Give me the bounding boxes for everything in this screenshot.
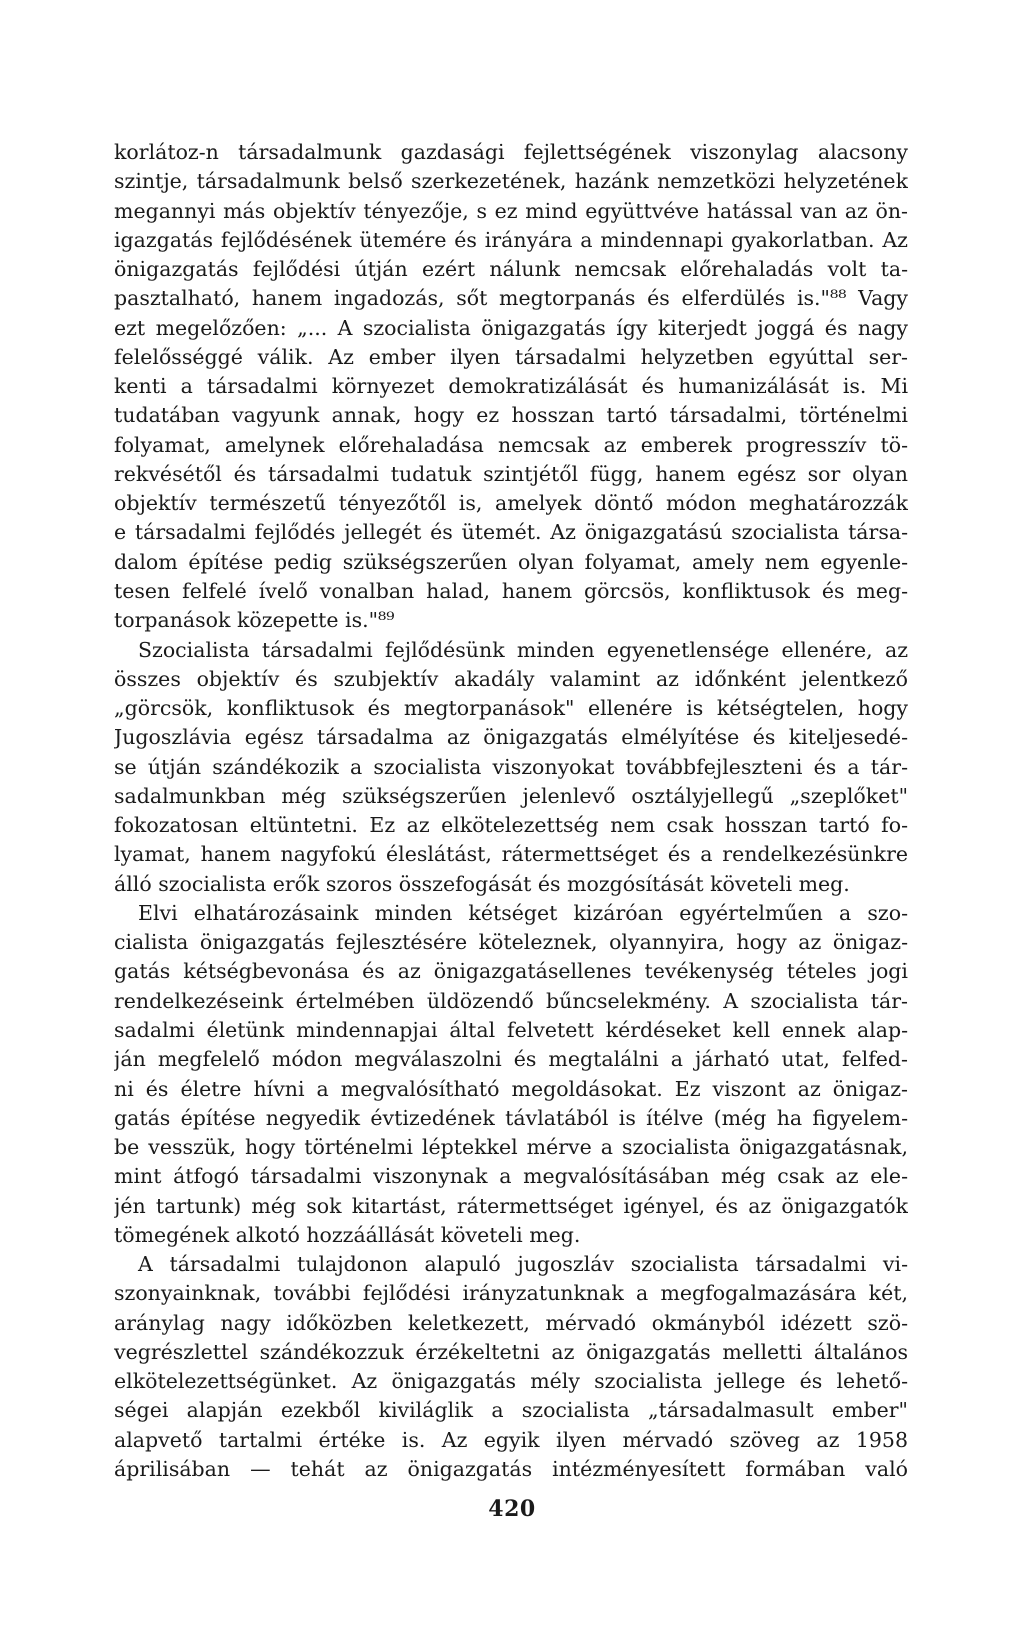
text-line: Szocialista társadalmi fejlődésünk minden egyenetlensége ellenére, az	[138, 637, 908, 662]
text-line: e társadalmi fejlődés jellegét és ütemét. Az önigazgatású szocialista társa-	[114, 520, 908, 545]
text-line: tesen felfelé ívelő vonalban halad, hanem görcsös, konfliktusok és meg-	[114, 578, 908, 603]
text-line: ján megfelelő módon megválaszolni és megtalálni a járható utat, felfed-	[114, 1047, 908, 1072]
text-line: Jugoszlávia egész társadalma az önigazgatás elmélyítése és kiteljesedé-	[114, 725, 908, 750]
text-line: lyamat, hanem nagyfokú éleslátást, rátermettséget és a rendelkezésünkre	[114, 842, 908, 867]
text-line: korlátoz-n társadalmunk gazdasági fejlettségének viszonylag alacsony	[114, 140, 908, 164]
text-line: tömegének alkotó hozzáállását követeli meg.	[114, 1222, 581, 1247]
text-line: jén tartunk) még sok kitartást, rátermettséget igényel, és az önigazgatók	[114, 1193, 908, 1218]
text-line: gatás építése negyedik évtizedének távlatából is ítélve (még ha figyelem-	[114, 1105, 908, 1130]
text-line: sadalmunkban még szükségszerűen jelenlevő osztályjellegű „szeplőket"	[114, 783, 908, 808]
text-line: rekvésétől és társadalmi tudatuk szintjétől függ, hanem egész sor olyan	[114, 461, 908, 486]
text-line: vegrészlettel szándékozzuk érzékeltetni az önigazgatás melletti általános	[114, 1339, 908, 1364]
text-line: cialista önigazgatás fejlesztésére köteleznek, olyannyira, hogy az önigaz-	[114, 930, 908, 955]
text-line: áprilisában — tehát az önigazgatás intézményesített formában való	[114, 1456, 908, 1481]
text-line: álló szocialista erők szoros összefogását és mozgósítását követeli meg.	[114, 871, 850, 896]
text-line: szonyainknak, további fejlődési irányzatunknak a megfogalmazására két,	[114, 1281, 908, 1306]
text-line: ni és életre hívni a megvalósítható megoldásokat. Ez viszont az önigaz-	[114, 1076, 908, 1101]
text-line: kenti a társadalmi környezet demokratizálását és humanizálását is. Mi	[114, 374, 908, 399]
text-line: aránylag nagy időközben keletkezett, mérvadó okmányból idézett szö-	[114, 1310, 908, 1335]
text-line: tudatában vagyunk annak, hogy ez hosszan tartó társadalmi, történelmi	[114, 403, 908, 428]
text-line: igazgatás fejlődésének ütemére és irányára a mindennapi gyakorlatban. Az	[114, 227, 908, 252]
text-line: elkötelezettségünket. Az önigazgatás mély szocialista jellege és lehető-	[114, 1369, 908, 1394]
text-line: felelősséggé válik. Az ember ilyen társadalmi helyzetben egyúttal ser-	[114, 344, 908, 369]
text-line: megannyi más objektív tényezője, s ez mind együttvéve hatással van az ön-	[114, 198, 908, 223]
text-line: folyamat, amelynek előrehaladása nemcsak az emberek progresszív tö-	[114, 432, 908, 457]
text-line: Elvi elhatározásaink minden kétséget kizáróan egyértelműen a szo-	[138, 900, 908, 925]
text-line: se útján szándékozik a szocialista viszonyokat továbbfejleszteni és a tár-	[114, 754, 908, 779]
text-line: rendelkezéseink értelmében üldözendő bűncselekmény. A szocialista tár-	[114, 988, 908, 1013]
text-line: összes objektív és szubjektív akadály valamint az időnként jelentkező	[114, 666, 908, 691]
text-line: pasztalható, hanem ingadozás, sőt megtorpanás és elferdülés is."⁸⁸ Vagy	[114, 286, 908, 311]
text-line: A társadalmi tulajdonon alapuló jugoszláv szocialista társadalmi vi-	[138, 1252, 908, 1277]
text-line: be vesszük, hogy történelmi léptekkel mérve a szocialista önigazgatásnak,	[114, 1135, 908, 1160]
text-line: objektív természetű tényezőtől is, amelyek döntő módon meghatározzák	[114, 491, 908, 516]
text-line: sadalmi életünk mindennapjai által felvetett kérdéseket kell ennek alap-	[114, 1017, 908, 1042]
text-line: ezt megelőzően: „... A szocialista önigazgatás így kiterjedt joggá és nagy	[114, 315, 908, 340]
text-line: „görcsök, konfliktusok és megtorpanások" ellenére is kétségtelen, hogy	[114, 696, 908, 721]
text-line: mint átfogó társadalmi viszonynak a megvalósításában még csak az ele-	[114, 1164, 908, 1189]
text-line: alapvető tartalmi értéke is. Az egyik ilyen mérvadó szöveg az 1958	[114, 1427, 908, 1452]
text-line: ségei alapján ezekből kiviláglik a szocialista „társadalmasult ember"	[114, 1398, 908, 1423]
body-text	[114, 138, 908, 1484]
text-line: önigazgatás fejlődési útján ezért nálunk nemcsak előrehaladás volt ta-	[114, 257, 908, 282]
text-line: gatás kétségbevonása és az önigazgatásellenes tevékenység tételes jogi	[114, 959, 908, 984]
text-line: torpanások közepette is."⁸⁹	[114, 608, 395, 633]
page-number: 420	[488, 1496, 536, 1522]
text-line: fokozatosan eltüntetni. Ez az elkötelezettség nem csak hosszan tartó fo-	[114, 813, 908, 838]
text-line: dalom építése pedig szükségszerűen olyan folyamat, amely nem egyenle-	[114, 549, 908, 574]
text-line: szintje, társadalmunk belső szerkezetének, hazánk nemzetközi helyzetének	[114, 169, 908, 194]
